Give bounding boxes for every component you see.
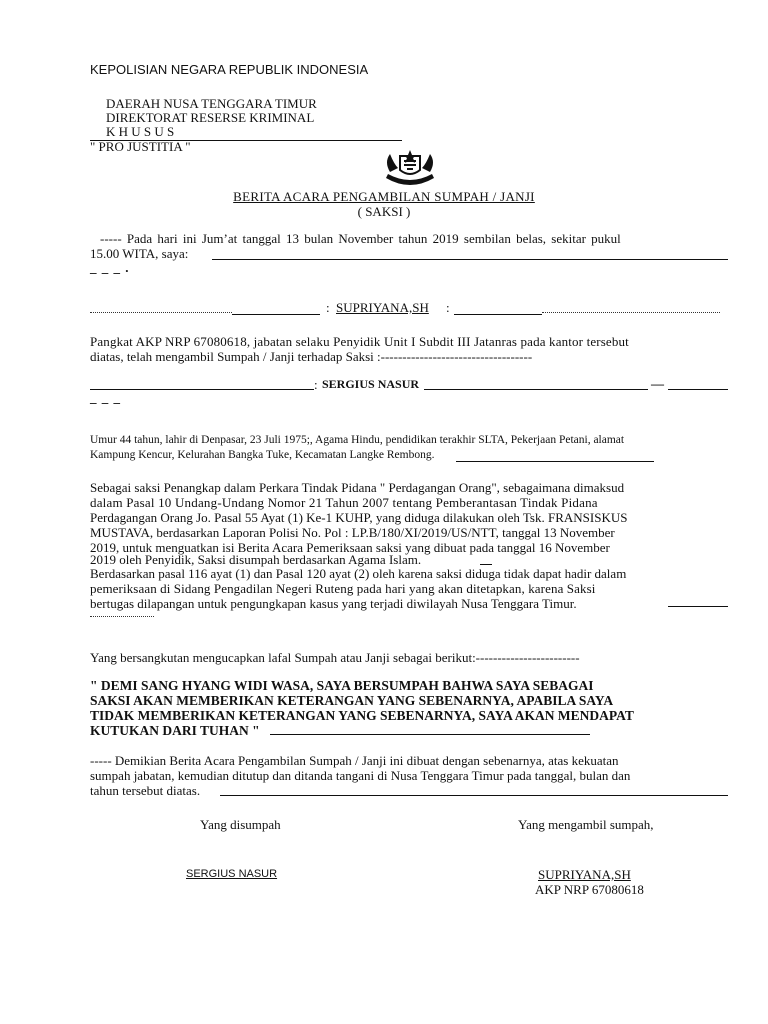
- case-line-2: dalam Pasal 10 Undang-Undang Nomor 21 Tahun 2007 tentang Pemberantasan Tindak Pidana: [90, 495, 598, 510]
- directorate-name: DIREKTORAT RESERSE KRIMINAL: [106, 110, 315, 125]
- opening-line-1: ----- Pada hari ini Jum’at tanggal 13 bulan November tahun 2019 sembilan belas, sekitar pukul: [100, 231, 621, 246]
- oath-line-3: TIDAK MEMBERIKAN KETERANGAN YANG SEBENARNYA, SAYA AKAN MENDAPAT: [90, 708, 634, 723]
- unit-name: K H U S U S: [106, 124, 175, 139]
- case-line-4: MUSTAVA, berdasarkan Laporan Polisi No. Pol : LP.B/180/XI/2019/US/NTT, tanggal 13 November: [90, 525, 615, 540]
- closing-fill-line: [220, 795, 728, 796]
- police-emblem-icon: [380, 148, 440, 190]
- opening-line-3: _ _ _ .: [90, 260, 130, 275]
- case-line-6: 2019 oleh Penyidik, Saksi disumpah berdasarkan Agama Islam.: [90, 552, 422, 567]
- oath-line-1: " DEMI SANG HYANG WIDI WASA, SAYA BERSUMPAH BAHWA SAYA SEBAGAI: [90, 678, 594, 693]
- dotted-fill: [90, 312, 232, 313]
- investigator-separator: :: [326, 300, 330, 315]
- witness-fill-left: [90, 389, 314, 390]
- identity-line-1: Umur 44 tahun, lahir di Denpasar, 23 Juli 1975;, Agama Hindu, pendidikan terakhir SLTA, Pekerjaan Petani, alamat: [90, 434, 625, 446]
- underline-fill: [232, 314, 320, 315]
- case-line-7: Berdasarkan pasal 116 ayat (1) dan Pasal 120 ayat (2) oleh karena saksi diduga tidak dapat hadir dalam: [90, 566, 627, 581]
- oath-fill-line: [270, 734, 590, 735]
- identity-fill-line: [456, 461, 654, 462]
- oath-intro: Yang bersangkutan mengucapkan lafal Sumpah atau Janji sebagai berikut:------------------------: [90, 650, 580, 665]
- witness-dash: —: [651, 376, 664, 391]
- underline-fill-2: [454, 314, 542, 315]
- case-line-9: bertugas dilapangan untuk pengungkapan kasus yang terjadi diwilayah Nusa Tenggara Timur.: [90, 596, 577, 611]
- oath-line-2: SAKSI AKAN MEMBERIKAN KETERANGAN YANG SEBENARNYA, APABILA SAYA: [90, 693, 614, 708]
- witness-fill-end: [668, 389, 728, 390]
- opening-line-2: 15.00 WITA, saya:: [90, 246, 189, 261]
- pro-justitia: " PRO JUSTITIA ": [90, 139, 191, 154]
- case-dotted-fill: [90, 616, 154, 617]
- case-line-8: pemeriksaan di Sidang Pengadilan Negeri Ruteng pada hari yang akan ditetapkan, karena Saksi: [90, 581, 596, 596]
- investigator-separator-2: :: [446, 300, 450, 315]
- document-title: BERITA ACARA PENGAMBILAN SUMPAH / JANJI: [233, 189, 535, 204]
- closing-line-2: sumpah jabatan, kemudian ditutup dan ditanda tangani di Nusa Tenggara Timur pada tanggal, bulan dan: [90, 768, 631, 783]
- oath-line-4: KUTUKAN DARI TUHAN ": [90, 723, 260, 738]
- case-fill-end: [668, 606, 728, 607]
- rank-line-2: diatas, telah mengambil Sumpah / Janji terhadap Saksi :-----------------------------------: [90, 349, 533, 364]
- closing-line-3: tahun tersebut diatas.: [90, 783, 201, 798]
- witness-fill-right: [424, 389, 648, 390]
- rank-line-1: Pangkat AKP NRP 67080618, jabatan selaku Penyidik Unit I Subdit III Jatanras pada kantor tersebut: [90, 334, 629, 349]
- identity-line-2: Kampung Kencur, Kelurahan Bangka Tuke, Kecamatan Langke Rembong.: [90, 449, 435, 461]
- witness-name: SERGIUS NASUR: [322, 377, 420, 391]
- witness-separator: :: [314, 377, 318, 392]
- dotted-fill-2: [542, 312, 720, 313]
- opening-fill-line: [212, 259, 728, 260]
- closing-line-1: ----- Demikian Berita Acara Pengambilan Sumpah / Janji ini dibuat dengan sebenarnya, atas kekuatan: [90, 753, 619, 768]
- signatory-right-label: Yang mengambil sumpah,: [518, 817, 654, 832]
- case-fill-short: [480, 564, 492, 565]
- signatory-right-nrp: AKP NRP 67080618: [535, 882, 644, 897]
- case-line-1: Sebagai saksi Penangkap dalam Perkara Tindak Pidana " Perdagangan Orang", sebagaimana dimaksud: [90, 480, 625, 495]
- investigator-name: SUPRIYANA,SH: [336, 300, 429, 315]
- signatory-right-name: SUPRIYANA,SH: [538, 867, 631, 882]
- document-subtitle: ( SAKSI ): [357, 204, 411, 219]
- signatory-left-name: SERGIUS NASUR: [186, 868, 278, 880]
- region-name: DAERAH NUSA TENGGARA TIMUR: [106, 96, 317, 111]
- witness-trail: _ _ _: [90, 390, 121, 405]
- case-line-3: Perdagangan Orang Jo. Pasal 55 Ayat (1) Ke-1 KUHP, yang diduga dilakukan oleh Tsk. FRANSISKUS: [90, 510, 628, 525]
- signatory-left-label: Yang disumpah: [200, 817, 281, 832]
- agency-name: KEPOLISIAN NEGARA REPUBLIK INDONESIA: [90, 62, 369, 77]
- case-line-5: 2019, untuk menguatkan isi Berita Acara Pemeriksaan saksi yang dibuat pada tanggal 16 November: [90, 540, 610, 555]
